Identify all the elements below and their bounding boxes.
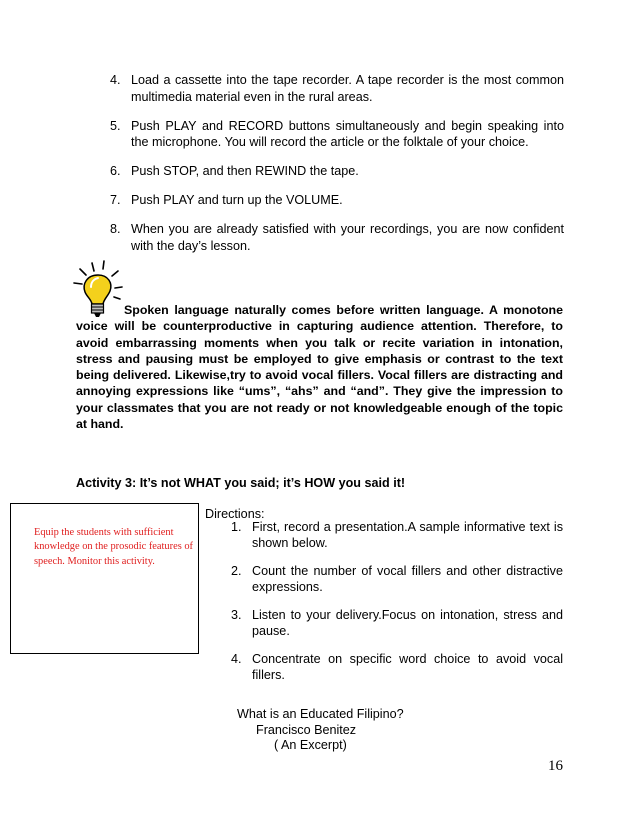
procedure-steps bbox=[110, 72, 564, 267]
direction-item bbox=[231, 564, 563, 595]
direction-text: Concentrate on specific word choice to avoid vocal fillers. bbox=[252, 652, 563, 682]
step-item bbox=[110, 192, 564, 209]
excerpt-title: What is an Educated Filipino? bbox=[237, 707, 404, 721]
step-text: Push PLAY and RECORD buttons simultaneously and begin speaking into the microphone. You will record the article or the folktale of your choice. bbox=[131, 118, 564, 149]
step-item bbox=[110, 72, 564, 105]
direction-item bbox=[231, 608, 563, 639]
teacher-note: Equip the students with sufficient knowledge on the prosodic features of speech. Monitor this activity. bbox=[34, 527, 193, 567]
page-number: 16 bbox=[548, 758, 563, 774]
step-number: 7. bbox=[110, 193, 121, 207]
direction-number: 3. bbox=[231, 608, 242, 622]
direction-number: 1. bbox=[231, 520, 242, 534]
step-number: 6. bbox=[110, 164, 121, 178]
tip-paragraph bbox=[76, 302, 563, 432]
step-item bbox=[110, 163, 564, 180]
step-text: When you are already satisfied with your recordings, you are now confident with the day’s lesson. bbox=[131, 222, 564, 253]
excerpt-author: Francisco Benitez bbox=[256, 723, 357, 737]
direction-number: 4. bbox=[231, 652, 242, 666]
step-number: 8. bbox=[110, 222, 121, 236]
step-number: 4. bbox=[110, 73, 121, 87]
step-item bbox=[110, 118, 564, 151]
direction-text: First, record a presentation.A sample informative text is shown below. bbox=[252, 520, 563, 550]
step-item bbox=[110, 221, 564, 254]
direction-item bbox=[231, 520, 563, 551]
directions-list bbox=[231, 520, 563, 696]
direction-item bbox=[231, 652, 563, 683]
tip-text: Spoken language naturally comes before written language. A monotone voice will be counterproductive in capturing audience attention. Therefore, to avoid embarrassing moments when you talk or recite variation in intonation, stress and pausing must be employed to give emphasis or contrast to the text being delivered. Likewise,try to avoid vocal fillers. Vocal fillers are distracting and annoying expressions like “ums”, “ahs” and “and”. They give the impression to your classmates that you are not ready or not knowledgeable enough of the topic at hand. bbox=[76, 303, 563, 432]
step-text: Push STOP, and then REWIND the tape. bbox=[131, 164, 359, 178]
direction-text: Listen to your delivery.Focus on intonation, stress and pause. bbox=[252, 608, 563, 638]
directions-label: Directions: bbox=[205, 507, 265, 521]
teacher-note-box bbox=[10, 503, 199, 654]
direction-text: Count the number of vocal fillers and other distractive expressions. bbox=[252, 564, 563, 594]
activity-title: Activity 3: It’s not WHAT you said; it’s HOW you said it! bbox=[76, 476, 406, 490]
step-text: Push PLAY and turn up the VOLUME. bbox=[131, 193, 343, 207]
excerpt-label: ( An Excerpt) bbox=[274, 738, 347, 752]
direction-number: 2. bbox=[231, 564, 242, 578]
step-text: Load a cassette into the tape recorder. A tape recorder is the most common multimedia material even in the rural areas. bbox=[131, 73, 564, 104]
step-number: 5. bbox=[110, 118, 121, 133]
